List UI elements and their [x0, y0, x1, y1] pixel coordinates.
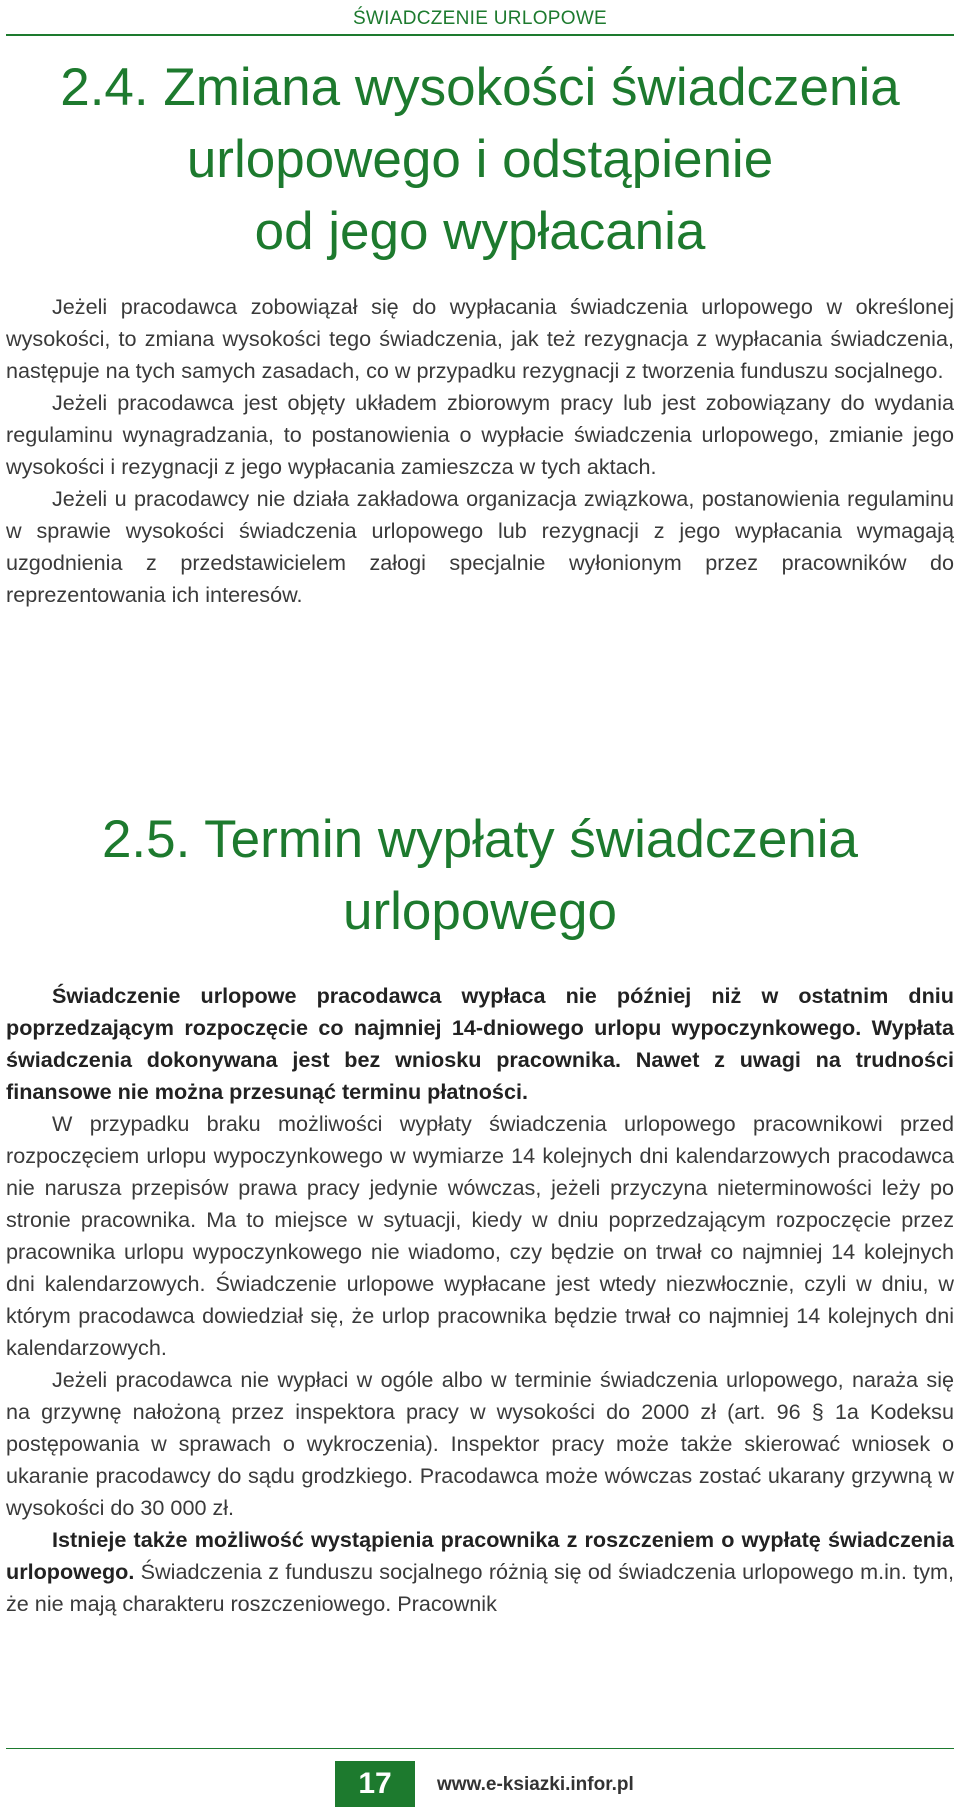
section-title-line: urlopowego i odstąpienie [186, 130, 774, 189]
paragraph-mixed [6, 1524, 954, 1620]
paragraph: Jeżeli pracodawca zobowiązał się do wypłacania świadczenia urlopowego w określonej wysokości, to zmiana wysokości tego świadczenia, jak też rezygnacja z wypłacania świadczenia, następuje na tych samych zasadach, co w przypadku rezygnacji z tworzenia funduszu socjalnego. [6, 294, 954, 383]
bold-text: Świadczenie urlopowe pracodawca wypłaca nie później niż w ostatnim dniu poprzedzającym rozpoczęcie co najmniej 14-dniowego urlopu wypoczynkowego. Wypłata świadczenia dokonywana jest bez wniosku pracownika. Nawet z uwagi na trudności finansowe nie można przesunąć terminu płatności. [6, 983, 954, 1104]
section-title-line: od jego wypłacania [254, 202, 706, 261]
section-title-2-4 [0, 52, 960, 268]
running-header: ŚWIADCZENIE URLOPOWE [352, 8, 608, 29]
paragraph-bold [6, 980, 954, 1108]
header-divider [6, 34, 954, 36]
regular-text: Świadczenia z funduszu socjalnego różnią się od świadczenia urlopowego m.in. tym, że nie mają charakteru roszczeniowego. Pracownik [6, 1559, 954, 1616]
footer-url: www.e-ksiazki.infor.pl [437, 1774, 634, 1795]
paragraph: Jeżeli pracodawca jest objęty układem zbiorowym pracy lub jest zobowiązany do wydania regulaminu wynagradzania, to postanowienia o wypłacie świadczenia urlopowego, zmianie jego wysokości i rezygnacji z jego wypłacania zamieszcza w tych aktach. [6, 390, 954, 479]
section-title-line: 2.4. Zmiana wysokości świadczenia [60, 58, 900, 117]
footer-divider [6, 1748, 954, 1749]
section-title-2-5 [0, 804, 960, 948]
page-number-badge: 17 [335, 1761, 415, 1807]
bold-text: Istnieje także możliwość wystąpienia pracownika z roszczeniem o wypłatę świadczenia urlopowego. [6, 1527, 954, 1584]
section-2-5-body [6, 980, 954, 1620]
section-title-line: urlopowego [342, 882, 618, 941]
section-2-4-body [6, 291, 954, 611]
section-title-line: 2.5. Termin wypłaty świadczenia [101, 810, 859, 869]
paragraph: Jeżeli pracodawca nie wypłaci w ogóle albo w terminie świadczenia urlopowego, naraża się na grzywnę nałożoną przez inspektora pracy w wysokości do 2000 zł (art. 96 § 1a Kodeksu postępowania w sprawach o wykroczenia). Inspektor pracy może także skierować wniosek o ukaranie pracodawcy do sądu grodzkiego. Pracodawca może wówczas zostać ukarany grzywną w wysokości do 30 000 zł. [6, 1367, 954, 1520]
paragraph: W przypadku braku możliwości wypłaty świadczenia urlopowego pracownikowi przed rozpoczęciem urlopu wypoczynkowego w wymiarze 14 kolejnych dni kalendarzowych pracodawca nie narusza przepisów prawa pracy jedynie wówczas, jeżeli przyczyna nieterminowości leży po stronie pracownika. Ma to miejsce w sytuacji, kiedy w dniu poprzedzającym rozpoczęcie przez pracownika urlopu wypoczynkowego nie wiadomo, czy będzie on trwał co najmniej 14 kolejnych dni kalendarzowych. Świadczenie urlopowe wypłacane jest wtedy niezwłocznie, czyli w dniu, w którym pracodawca dowiedział się, że urlop pracownika będzie trwał co najmniej 14 kolejnych dni kalendarzowych. [6, 1111, 954, 1360]
paragraph: Jeżeli u pracodawcy nie działa zakładowa organizacja związkowa, postanowienia regulaminu w sprawie wysokości świadczenia urlopowego lub rezygnacji z jego wypłacania wymagają uzgodnienia z przedstawicielem załogi specjalnie wyłonionym przez pracowników do reprezentowania ich interesów. [6, 486, 954, 607]
